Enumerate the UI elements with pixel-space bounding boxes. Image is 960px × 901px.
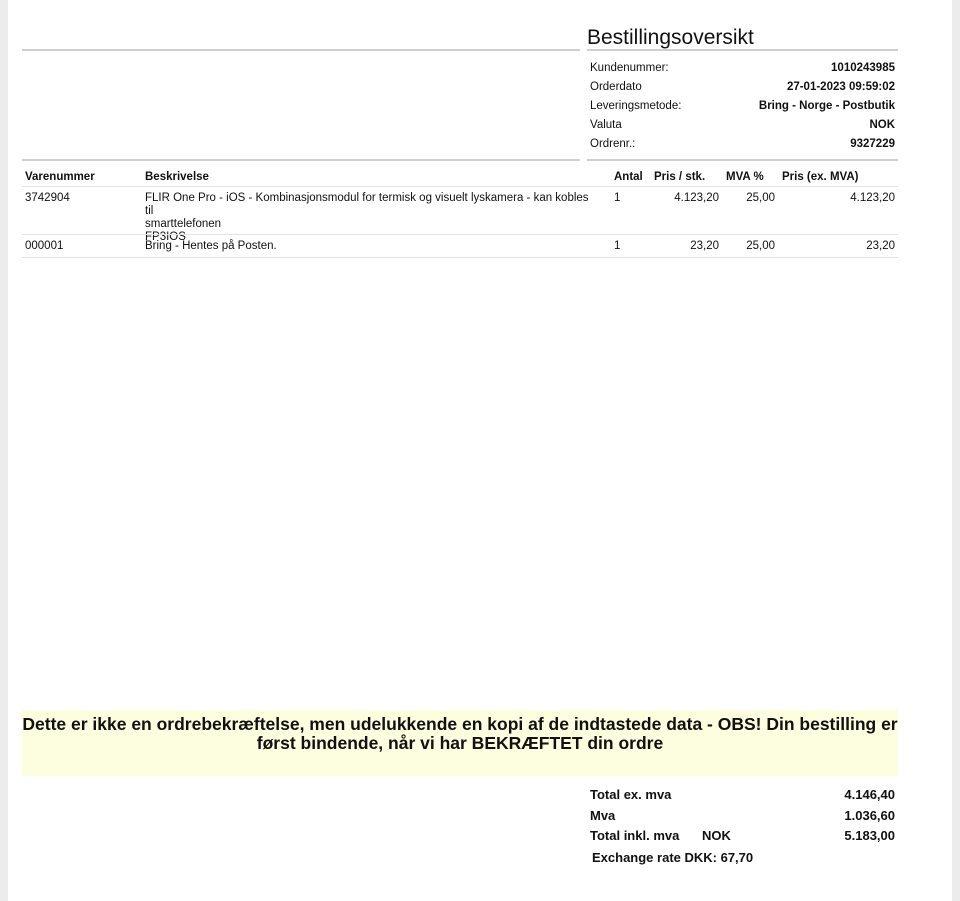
meta-value-delivery-method: Bring - Norge - Postbutik [758, 100, 895, 112]
table-top-divider-right [587, 159, 898, 161]
row-description-line: smarttelefonen [145, 218, 222, 230]
column-header-item-number: Varenummer [25, 171, 95, 183]
meta-label-delivery-method: Leveringsmetode: [590, 100, 682, 112]
row-item-number: 000001 [25, 240, 64, 252]
meta-label-order-date: Orderdato [590, 81, 642, 93]
meta-value-order-number: 9327229 [850, 138, 895, 150]
row-vat-percent: 25,00 [746, 192, 775, 204]
column-header-description: Beskrivelse [145, 171, 209, 183]
meta-value-currency: NOK [869, 119, 895, 131]
vat-label: Mva [590, 808, 616, 823]
row-item-number: 3742904 [25, 192, 70, 204]
row-description [145, 192, 595, 244]
row-vat-percent: 25,00 [746, 240, 775, 252]
exchange-rate: Exchange rate DKK: 67,70 [592, 850, 754, 865]
row-divider [22, 234, 898, 235]
header-row-divider [22, 186, 898, 187]
meta-label-order-number: Ordrenr.: [590, 138, 636, 150]
total-ex-vat-label: Total ex. mva [590, 787, 672, 802]
page-title: Bestillingsoversikt [587, 26, 754, 49]
header-divider-right [587, 49, 898, 51]
meta-label-customer-number: Kundenummer: [590, 62, 669, 74]
row-description: Bring - Hentes på Posten. [145, 240, 277, 252]
total-incl-vat-label: Total inkl. mva [590, 828, 680, 843]
meta-label-currency: Valuta [590, 119, 622, 131]
row-unit-price: 4.123,20 [674, 192, 719, 204]
row-product-code: FP3IOS [145, 231, 186, 243]
column-header-unit-price: Pris / stk. [654, 171, 706, 183]
row-unit-price: 23,20 [690, 240, 719, 252]
row-price-ex-vat: 23,20 [866, 240, 895, 252]
row-description-line: FLIR One Pro - iOS - Kombinasjonsmodul for termisk og visuelt lyskamera - kan kobles til [145, 192, 589, 217]
row-quantity: 1 [614, 192, 621, 204]
total-incl-vat-currency: NOK [702, 828, 731, 843]
column-header-quantity: Antal [614, 171, 643, 183]
row-divider [22, 257, 898, 258]
total-ex-vat-value: 4.146,40 [844, 787, 895, 802]
confirmation-notice [22, 710, 898, 776]
vat-value: 1.036,60 [844, 808, 895, 823]
confirmation-notice-text: Dette er ikke en ordrebekræftelse, men udelukkende en kopi af de indtastede data - OBS! Din bestilling er først bindende, når vi har BEKRÆFTET din ordre [22, 714, 898, 753]
column-header-vat-percent: MVA % [726, 171, 764, 183]
total-incl-vat-value: 5.183,00 [844, 828, 895, 843]
header-divider-left [22, 49, 580, 51]
row-quantity: 1 [614, 240, 621, 252]
column-header-price-ex-vat: Pris (ex. MVA) [782, 171, 859, 183]
meta-value-customer-number: 1010243985 [831, 62, 895, 74]
table-top-divider-left [22, 159, 580, 161]
row-price-ex-vat: 4.123,20 [850, 192, 895, 204]
meta-value-order-date: 27-01-2023 09:59:02 [786, 81, 895, 93]
